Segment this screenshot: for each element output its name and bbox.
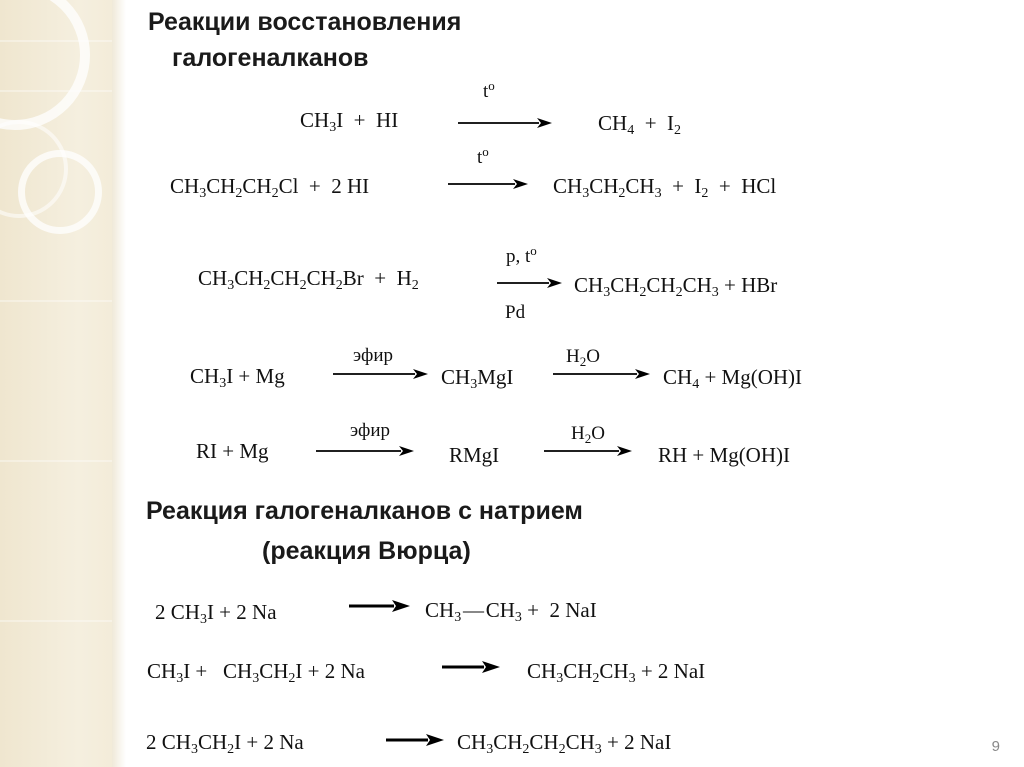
- heading-reduction-line1: Реакции восстановления: [148, 8, 462, 36]
- reaction4-intermediate: $CH_3MgI$: [441, 365, 514, 392]
- heading-wurtz-line1: Реакция галогеналканов с натрием: [146, 497, 583, 525]
- reaction3-reactants: $CH_3CH_2CH_2CH_2Br + H_2$: [198, 266, 419, 293]
- wurtz3-reactants: 2 $CH_3CH_2I + 2$ Na: [146, 730, 304, 757]
- reaction5-condition2: $H_2O$: [571, 423, 605, 446]
- reaction4-reactants: $CH_3I + Mg$: [190, 364, 285, 391]
- reaction4-products: $CH_4 + Mg(OH)I$: [663, 365, 803, 392]
- reaction5-products: RH + Mg(OH)I: [658, 443, 790, 467]
- reaction3-catalyst: Pd: [505, 302, 526, 323]
- reaction3-condition-top: p, $t^o$: [506, 243, 537, 267]
- reaction5-reactants: RI + Mg: [196, 439, 269, 463]
- page-number: 9: [991, 738, 1000, 755]
- reaction5-intermediate: RMgI: [449, 443, 500, 467]
- reaction2-products: $CH_3CH_2CH_3 + I_2$ + HCl: [553, 174, 777, 201]
- wurtz2-products: $CH_3CH_2CH_3 + 2$ NaI: [527, 659, 706, 686]
- reaction1-reactants: $CH_3I$ + HI: [300, 108, 399, 135]
- reaction4-condition2: $H_2O$: [566, 346, 600, 369]
- wurtz1-products: $CH_3$ — $CH_3 + 2$ NaI: [425, 598, 597, 625]
- reaction2-condition: $t^o$: [477, 144, 489, 168]
- reaction4-condition1: эфир: [353, 345, 394, 366]
- wurtz2-reactants: $CH_3I + CH_3CH_2I + 2$ Na: [147, 659, 365, 686]
- reaction1-products: $CH_4 + I_2$: [598, 111, 682, 138]
- reaction3-products: $CH_3CH_2CH_2CH_3$ + HBr: [574, 273, 778, 300]
- wurtz1-reactants: 2 $CH_3I + 2$ Na: [155, 600, 277, 627]
- reaction5-condition1: эфир: [350, 420, 391, 441]
- arrow-head: [426, 734, 444, 746]
- heading-wurtz-line2: (реакция Вюрца): [262, 537, 471, 565]
- heading-reduction-line2: галогеналканов: [172, 44, 369, 72]
- reaction1-condition: $t^o$: [483, 78, 495, 102]
- reaction2-reactants: $CH_3CH_2CH_2Cl + 2$ HI: [170, 174, 370, 201]
- wurtz3-products: $CH_3CH_2CH_2CH_3 + 2$ NaI: [457, 730, 672, 757]
